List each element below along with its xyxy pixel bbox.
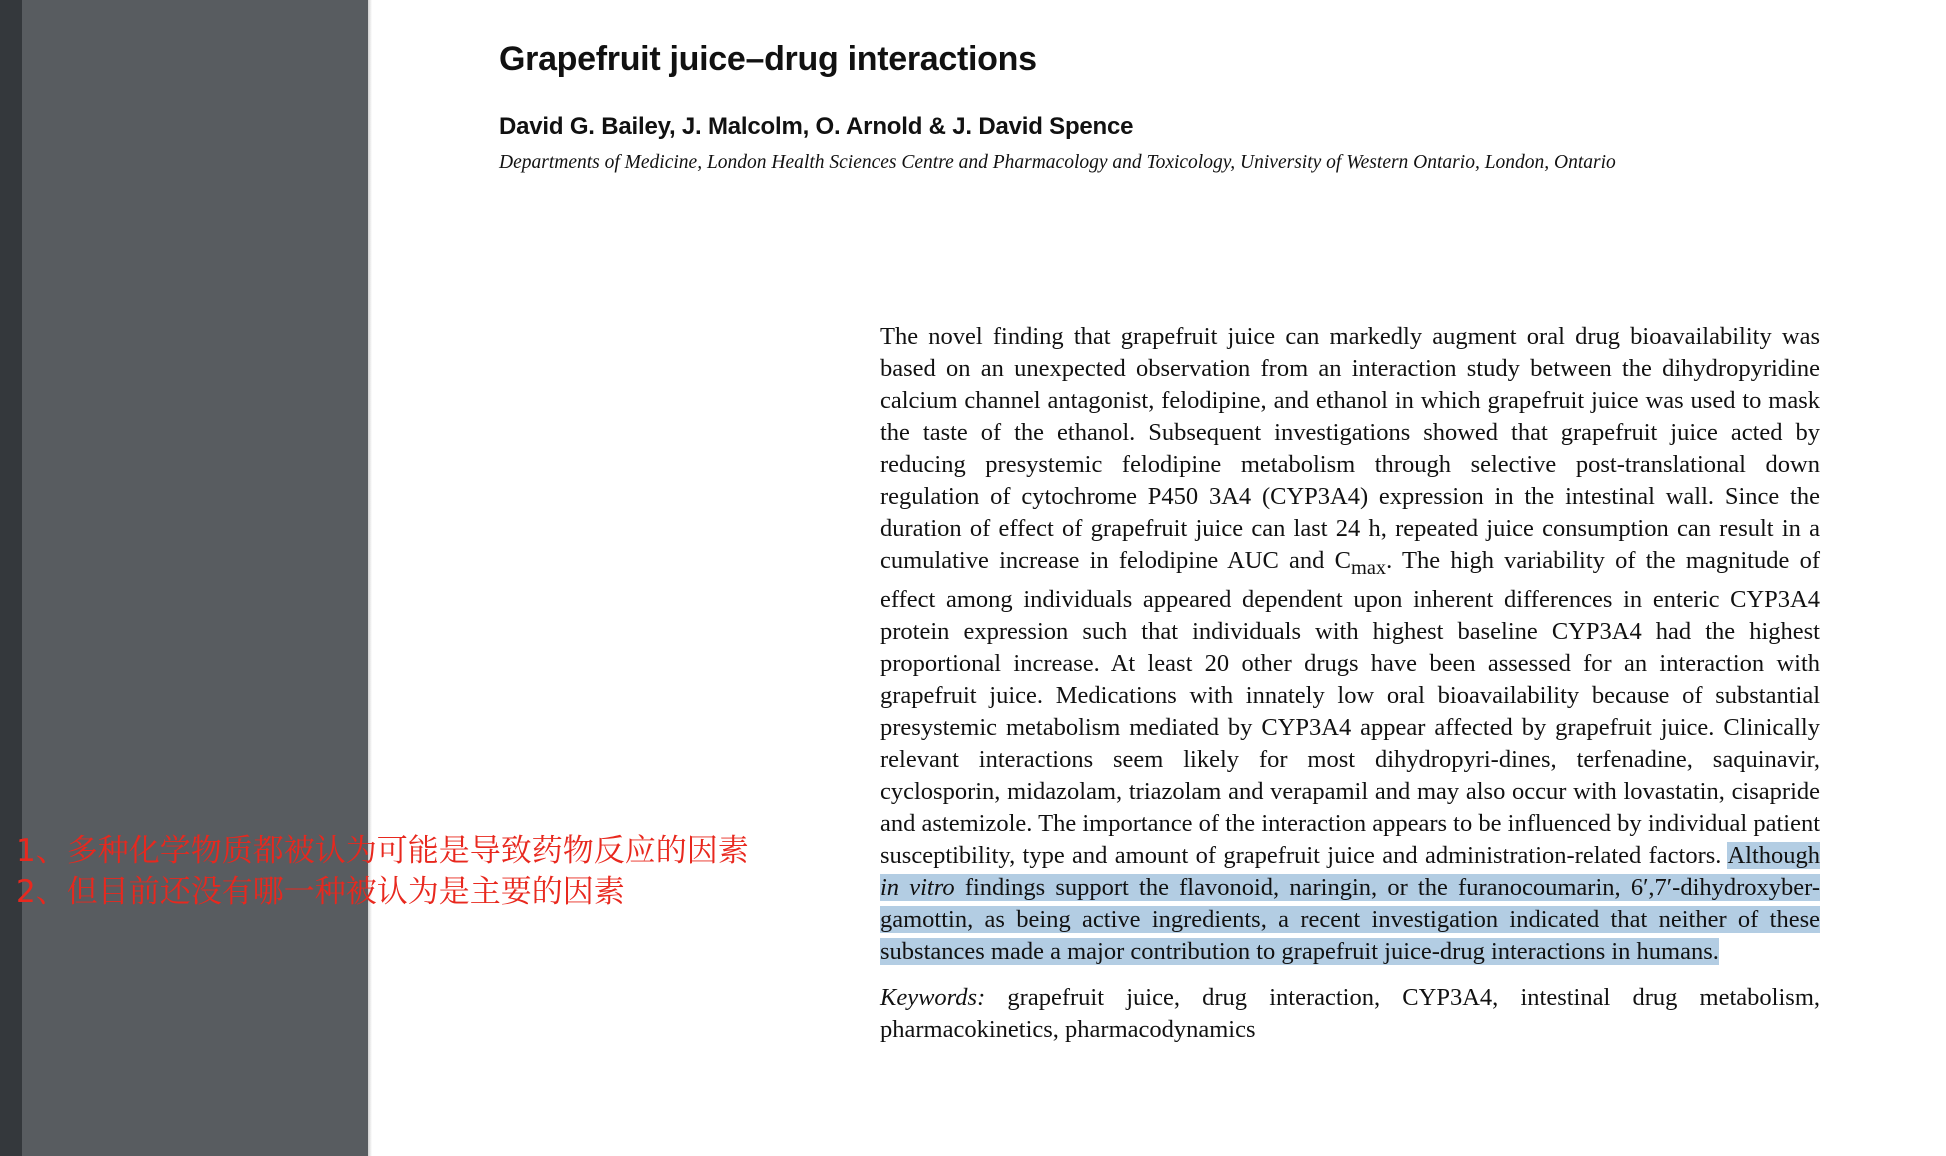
keywords-label: Keywords:: [880, 983, 986, 1011]
annotation-note-2[interactable]: 2、但目前还没有哪一种被认为是主要的因素: [16, 874, 625, 910]
paper-authors: David G. Bailey, J. Malcolm, O. Arnold & J. David Spence: [499, 113, 1134, 140]
cmax-subscript: max: [1351, 556, 1387, 579]
keywords-text: grapefruit juice, drug interaction, CYP3A4, intestinal drug metabolism, pharmacokinetics, pharmacodynamics: [880, 983, 1820, 1043]
keywords-line: [880, 982, 1820, 1046]
abstract-paragraph[interactable]: [880, 321, 1820, 968]
annotation-note-1[interactable]: 1、多种化学物质都被认为可能是导致药物反应的因素: [16, 833, 749, 869]
paper-title: Grapefruit juice–drug interactions: [499, 40, 1037, 78]
abstract-text-part2: . The high variability of the magnitude of effect among individuals appeared dependent upon inherent differences in enteric CYP3A4 protein expression such that individuals with highest baseline CYP3A4 had the highest proportional increase. At least 20 other drugs have been assessed for an interaction with grapefruit juice. Medications with innately low oral bioavailability because of substantial presystemic metabolism mediated by CYP3A4 appear affected by grapefruit juice. Clinically relevant interactions seem likely for most dihydropyri-dines, terfenadine, saquinavir, cyclosporin, midazolam, triazolam and verapamil and may also occur with lovastatin, cisapride and astemizole. The importance of the interaction appears to be influenced by individual patient susceptibility, type and amount of grapefruit juice and administration-related factors.: [880, 547, 1820, 869]
abstract-text-part1: The novel finding that grapefruit juice can markedly augment oral drug bioavailability was based on an unexpected observation from an interaction study between the dihydropyridine calcium channel antagonist, felodipine, and ethanol in which grapefruit juice was used to mask the taste of the ethanol. Subsequent investigations showed that grapefruit juice acted by reducing presystemic felodipine metabolism through selective post-translational down regulation of cytochrome P450 3A4 (CYP3A4) expression in the intestinal wall. Since the duration of effect of grapefruit juice can last 24 h, repeated juice consumption can result in a cumulative increase in felodipine AUC and C: [880, 323, 1820, 574]
highlighted-text-end[interactable]: findings support the flavonoid, naringin, or the furanocoumarin, 6′,7′-dihydroxyber-gamottin, as being active ingredients, a recent investigation indicated that neither of these substances made a major contribution to grapefruit juice-drug interactions in humans.: [880, 873, 1820, 965]
paper-affiliation: Departments of Medicine, London Health Sciences Centre and Pharmacology and Toxicology, University of Western Ontario, London, Ontario: [499, 152, 1616, 173]
highlighted-text-start[interactable]: Although: [1727, 841, 1820, 869]
window-left-edge: [0, 0, 22, 1156]
highlighted-italic-in-vitro[interactable]: in vitro: [880, 873, 955, 901]
thumbnail-sidebar[interactable]: [22, 0, 368, 1156]
abstract-block[interactable]: [880, 321, 1820, 1046]
